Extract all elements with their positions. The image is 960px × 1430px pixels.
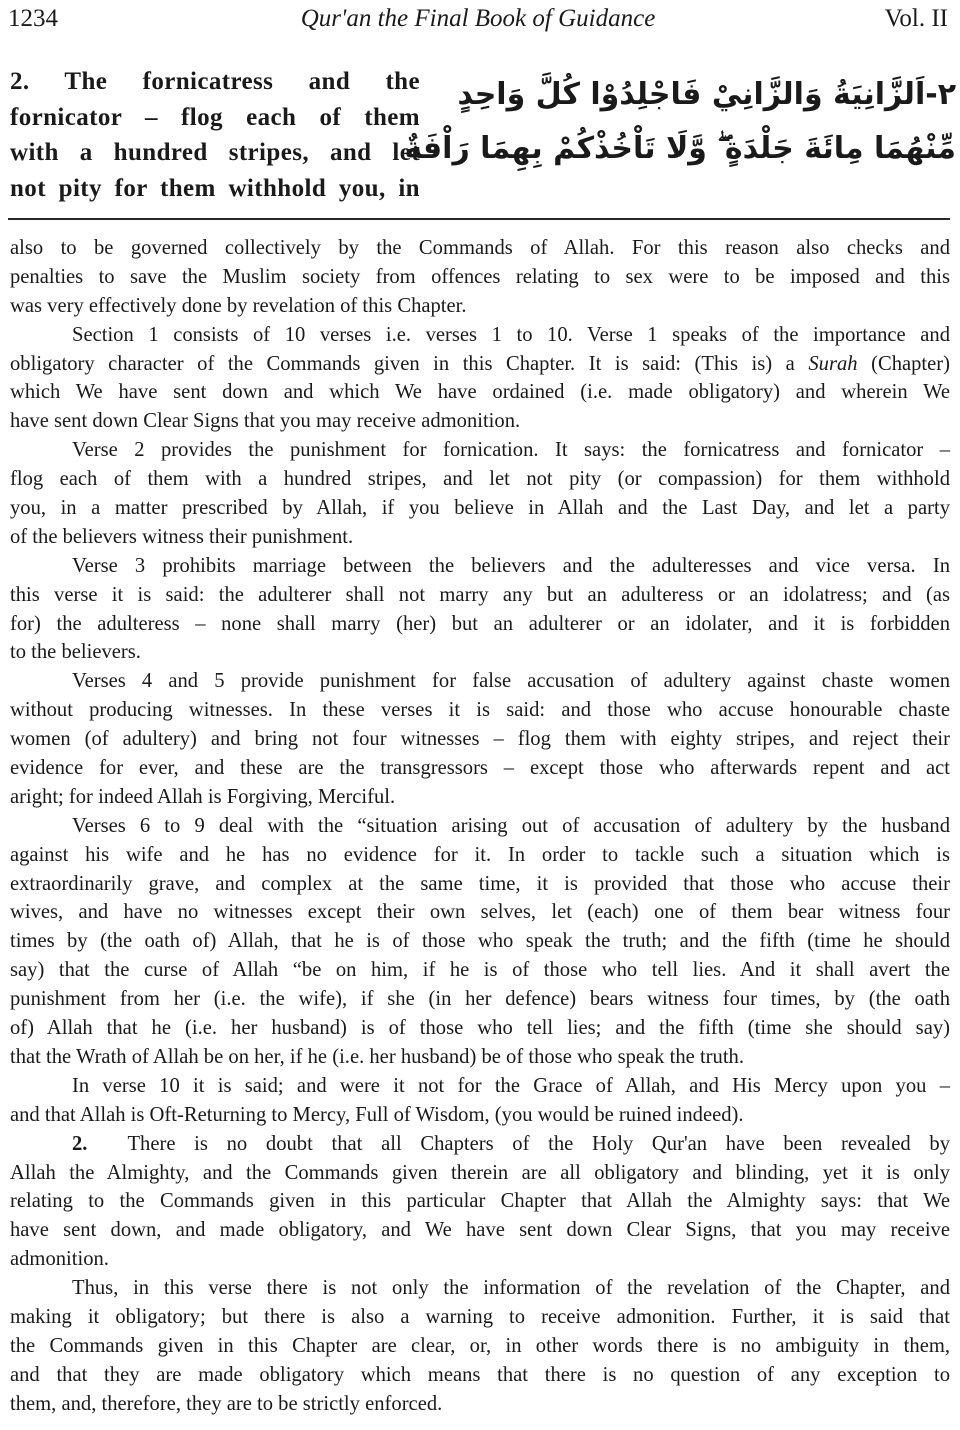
note-number: 2. xyxy=(72,1132,88,1155)
verse-block xyxy=(10,64,956,204)
text-line: have sent down, and made obligatory, and We have sent down Clear Signs, that you may receive xyxy=(10,1219,950,1242)
verse-arabic-line: مِّنْهُمَا مِائَةَ جَلْدَةٍ ۖ وَّلَا تَاْخُذْكُمْ بِهِمَا رَاْفَةٌ xyxy=(404,131,956,166)
verse-english-line: not pity for them withhold you, in xyxy=(10,174,420,202)
running-head xyxy=(8,2,948,36)
text-segment: (Chapter) xyxy=(871,352,951,375)
text-line: Allah the Almighty, and the Commands given therein are all obligatory and blinding, yet it is only xyxy=(10,1161,950,1184)
text-line: of the believers witness their punishment. xyxy=(10,525,354,548)
text-line: which We have sent down and which We have ordained (i.e. made obligatory) and wherein We xyxy=(10,381,950,404)
text-line: Verses 6 to 9 deal with the “situation arising out of accusation of adultery by the husband xyxy=(72,814,950,837)
text-segment: There is no doubt that all Chapters of the Holy Qur'an have been revealed by xyxy=(127,1132,950,1155)
section-divider xyxy=(8,218,950,220)
text-line: times by (the oath of) Allah, that he is of those who speak the truth; and the fifth (time he should xyxy=(10,930,950,953)
italic-term: Surah xyxy=(808,352,858,375)
text-line xyxy=(10,1130,950,1159)
text-line: relating to the Commands given in this particular Chapter that Allah the Almighty says: that We xyxy=(10,1190,950,1213)
verse-english-line: with a hundred stripes, and let xyxy=(10,139,420,166)
text-line: for) the adulteress – none shall marry (her) but an adulterer or an idolater, and it is forbidden xyxy=(10,612,950,635)
text-line: that the Wrath of Allah be on her, if he (i.e. her husband) be of those who speak the truth. xyxy=(10,1045,744,1068)
text-line: them, and, therefore, they are to be strictly enforced. xyxy=(10,1392,443,1415)
verse-english xyxy=(10,64,420,206)
text-line: and that they are made obligatory which means that there is no question of any exception to xyxy=(10,1363,950,1386)
text-line: of) Allah that he (i.e. her husband) is of those who tell lies; and the fifth (time she should say) xyxy=(10,1017,950,1040)
text-segment: obligatory character of the Commands given in this Chapter. It is said: (This is) a xyxy=(10,352,795,375)
page-number: 1234 xyxy=(8,5,58,32)
text-line: Section 1 consists of 10 verses i.e. verses 1 to 10. Verse 1 speaks of the importance and xyxy=(72,323,950,346)
volume-label: Vol. II xyxy=(884,5,948,32)
text-line: this verse it is said: the adulterer shall not marry any but an adulteress or an idolatress; and (as xyxy=(10,583,950,606)
text-line: to the believers. xyxy=(10,641,141,664)
commentary-text xyxy=(10,234,950,1419)
text-line: penalties to save the Muslim society from offences relating to sex were to be imposed and this xyxy=(10,265,950,288)
text-line: flog each of them with a hundred stripes, and let not pity (or compassion) for them withhold xyxy=(10,468,950,491)
text-line: Verse 3 prohibits marriage between the believers and the adulteresses and vice versa. In xyxy=(72,554,950,577)
text-line: was very effectively done by revelation of this Chapter. xyxy=(10,294,467,317)
text-line: and that Allah is Oft-Returning to Mercy, Full of Wisdom, (you would be ruined indeed). xyxy=(10,1103,744,1126)
book-title: Qur'an the Final Book of Guidance xyxy=(300,5,656,32)
text-line: In verse 10 it is said; and were it not for the Grace of Allah, and His Mercy upon you – xyxy=(72,1074,950,1097)
text-line xyxy=(10,350,950,379)
text-line: punishment from her (i.e. the wife), if she (in her defence) bears witness four times, by (the oath xyxy=(10,988,950,1011)
verse-english-line: 2. The fornicatress and the xyxy=(10,68,420,95)
text-line: you, in a matter prescribed by Allah, if you believe in Allah and the Last Day, and let a party xyxy=(10,497,950,520)
text-line: extraordinarily grave, and complex at the same time, it is provided that those who accuse their xyxy=(10,872,950,895)
text-line: against his wife and he has no evidence for it. In order to tackle such a situation which is xyxy=(10,843,950,866)
text-line: women (of adultery) and bring not four witnesses – flog them with eighty stripes, and reject their xyxy=(10,728,950,751)
text-line: admonition. xyxy=(10,1248,109,1271)
verse-arabic xyxy=(404,68,956,176)
text-line: the Commands given in this Chapter are clear, or, in other words there is no ambiguity in them, xyxy=(10,1334,950,1357)
text-line: aright; for indeed Allah is Forgiving, Merciful. xyxy=(10,785,396,808)
verse-arabic-line: ٢-اَلزَّانِيَةُ وَالزَّانِيْ فَاجْلِدُوْا كُلَّ وَاحِدٍ xyxy=(457,77,956,112)
text-line: Verse 2 provides the punishment for fornication. It says: the fornicatress and fornicator – xyxy=(72,439,950,462)
text-line: evidence for ever, and these are the transgressors – except those who afterwards repent and act xyxy=(10,757,950,780)
text-line: Thus, in this verse there is not only the information of the revelation of the Chapter, and xyxy=(72,1277,950,1300)
text-line: wives, and have no witnesses except their own selves, let (each) one of them bear witness four xyxy=(10,901,950,924)
text-line: without producing witnesses. In these verses it is said: and those who accuse honourable chaste xyxy=(10,699,950,722)
verse-english-line: fornicator – flog each of them xyxy=(10,103,420,131)
text-line: say) that the curse of Allah “be on him, if he is of those who tell lies. And it shall avert the xyxy=(10,959,950,982)
text-line: making it obligatory; but there is also a warning to receive admonition. Further, it is said that xyxy=(10,1305,950,1328)
text-line: have sent down Clear Signs that you may receive admonition. xyxy=(10,410,521,433)
text-line: Verses 4 and 5 provide punishment for false accusation of adultery against chaste women xyxy=(72,670,950,693)
text-line: also to be governed collectively by the Commands of Allah. For this reason also checks and xyxy=(10,237,950,259)
